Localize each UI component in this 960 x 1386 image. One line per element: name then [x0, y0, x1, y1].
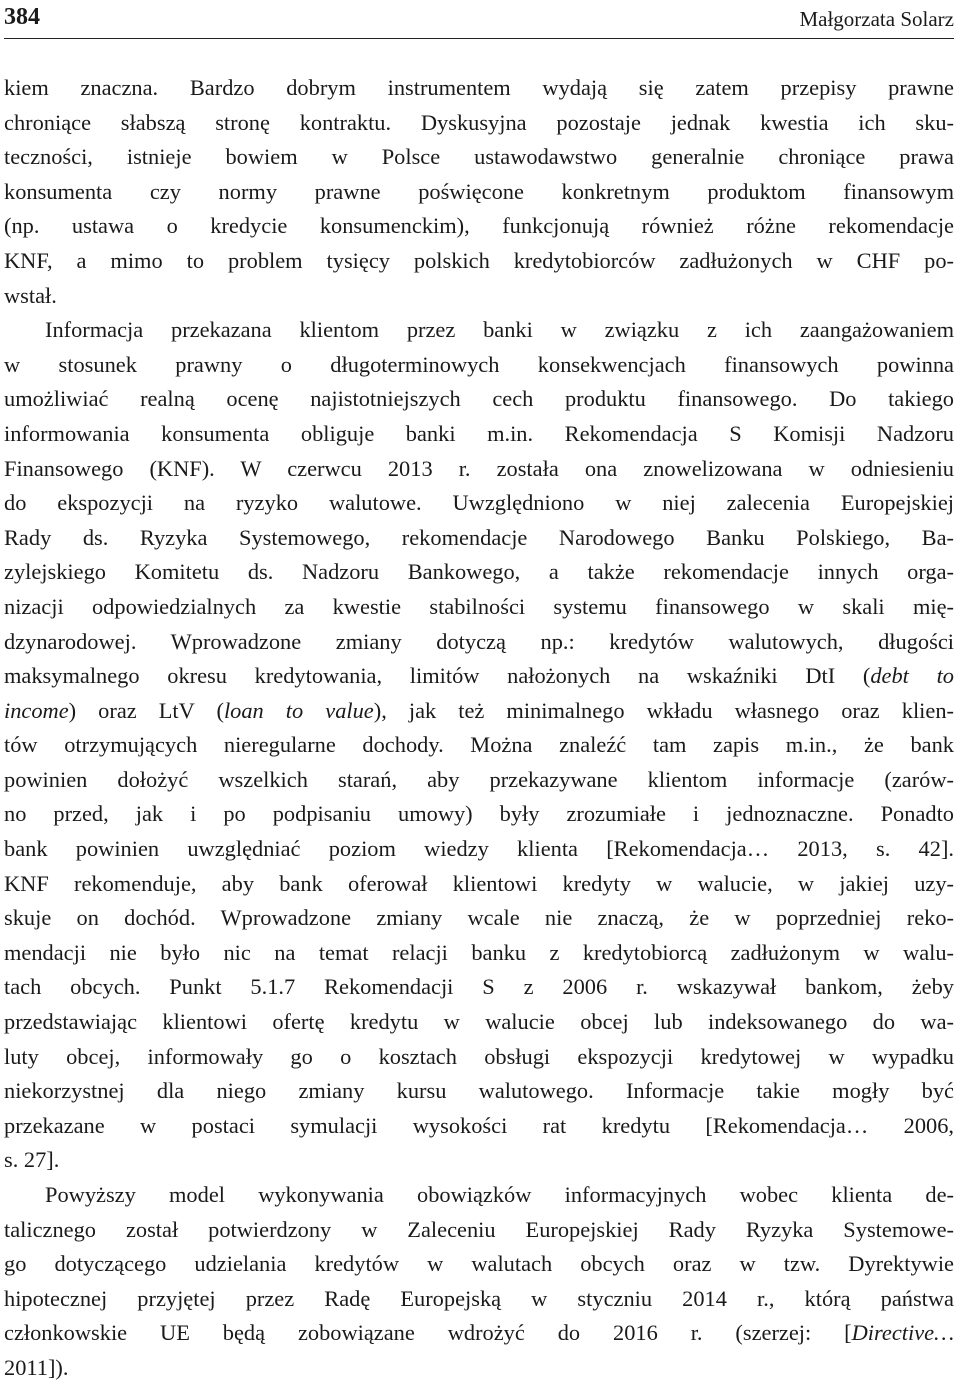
text-line: [4, 1005, 954, 1040]
page-number: 384: [4, 4, 40, 30]
text-run: w stosunek prawny o długoterminowych konsekwencjach finansowych powinna: [4, 351, 954, 377]
text-line: [4, 763, 954, 798]
italic-text: debt to: [870, 663, 954, 689]
text-run: umożliwiać realną ocenę najistotniejszych cech produktu finansowego. Do takiego: [4, 386, 954, 412]
text-line: [4, 659, 954, 694]
text-line: [4, 936, 954, 971]
text-line: [4, 279, 954, 314]
text-line: [4, 970, 954, 1005]
text-run: informowania konsumenta obliguje banki m.in. Rekomendacja S Komisji Nadzoru: [4, 420, 954, 446]
text-run: KNF, a mimo to problem tysięcy polskich kredytobiorców zadłużonych w CHF po-: [4, 247, 954, 273]
text-line: [4, 382, 954, 417]
text-run: tach obcych. Punkt 5.1.7 Rekomendacji S z 2006 r. wskazywał bankom, żeby: [4, 974, 954, 1000]
text-run: luty obcej, informowały go o kosztach obsługi ekspozycji kredytowej w wypadku: [4, 1043, 954, 1069]
text-line: [4, 867, 954, 902]
text-run: bank powinien uwzględniać poziom wiedzy klienta [Rekomendacja… 2013, s. 42].: [4, 836, 954, 862]
text-line: [4, 1351, 954, 1386]
text-line: [4, 832, 954, 867]
italic-text: income: [4, 697, 69, 723]
italic-text: loan to value: [223, 697, 374, 723]
text-line: [4, 1074, 954, 1109]
text-line: [4, 106, 954, 141]
text-line: [4, 452, 954, 487]
text-run: 2011]).: [4, 1354, 69, 1380]
text-line: [4, 417, 954, 452]
text-run: członkowskie UE będą zobowiązane wdrożyć do 2016 r. (szerzej: [: [4, 1320, 852, 1346]
text-run: nizacji odpowiedzialnych za kwestie stabilności systemu finansowego w skali mię-: [4, 593, 954, 619]
text-line: [4, 1282, 954, 1317]
text-line: [4, 486, 954, 521]
text-run: no przed, jak i po podpisaniu umowy) były zrozumiałe i jednoznaczne. Ponadto: [4, 801, 954, 827]
text-line: [4, 140, 954, 175]
text-run: go dotyczącego udzielania kredytów w walutach obcych oraz w tzw. Dyrektywie: [4, 1251, 954, 1277]
text-line: [4, 348, 954, 383]
text-line: [4, 521, 954, 556]
text-run: ) oraz LtV (: [68, 697, 224, 723]
text-line: [4, 694, 954, 729]
text-line: [4, 1213, 954, 1248]
text-line: [4, 1316, 954, 1351]
body-text: [4, 71, 954, 1386]
page-header: [4, 0, 954, 39]
italic-text: Directive…: [851, 1320, 954, 1346]
text-run: Powyższy model wykonywania obowiązków informacyjnych wobec klienta de-: [45, 1182, 954, 1207]
text-run: mendacji nie było nic na temat relacji banku z kredytobiorcą zadłużonym w walu-: [4, 939, 954, 965]
text-run: dzynarodowej. Wprowadzone zmiany dotyczą np.: kredytów walutowych, długości: [4, 628, 954, 654]
text-line: [4, 209, 954, 244]
text-line: [4, 590, 954, 625]
text-line: [4, 1143, 954, 1178]
text-run: do ekspozycji na ryzyko walutowe. Uwzględniono w niej zalecenia Europejskiej: [4, 490, 954, 516]
text-run: przekazane w postaci symulacji wysokości rat kredytu [Rekomendacja… 2006,: [4, 1112, 954, 1138]
running-header-author: Małgorzata Solarz: [799, 7, 954, 31]
text-run: konsumenta czy normy prawne poświęcone konkretnym produktom finansowym: [4, 178, 954, 204]
text-line: [4, 728, 954, 763]
text-line: [4, 1040, 954, 1075]
text-line: [4, 625, 954, 660]
text-run: chroniące słabszą stronę kontraktu. Dyskusyjna pozostaje jednak kwestia ich sku-: [4, 109, 954, 135]
text-run: talicznego został potwierdzony w Zaleceniu Europejskiej Rady Ryzyka Systemowe-: [4, 1216, 954, 1242]
text-line: [4, 244, 954, 279]
text-line: [4, 313, 954, 348]
text-run: tów otrzymujących nieregularne dochody. Można znaleźć tam zapis m.in., że bank: [4, 732, 954, 758]
text-run: powinien dołożyć wszelkich starań, aby przekazywane klientom informacje (zarów-: [4, 766, 954, 792]
text-line: [4, 797, 954, 832]
text-run: przedstawiając klientowi ofertę kredytu w walucie obcej lub indeksowanego do wa-: [4, 1009, 954, 1035]
text-line: [4, 1247, 954, 1282]
text-run: maksymalnego okresu kredytowania, limitów nałożonych na wskaźniki DtI (: [4, 663, 871, 689]
text-run: hipotecznej przyjętej przez Radę Europejską w styczniu 2014 r., którą państwa: [4, 1285, 954, 1311]
text-run: s. 27].: [4, 1147, 60, 1173]
text-line: [4, 1109, 954, 1144]
text-line: [4, 1178, 954, 1213]
text-run: KNF rekomenduje, aby bank oferował klientowi kredyty w walucie, w jakiej uzy-: [4, 870, 954, 896]
text-run: teczności, istnieje bowiem w Polsce ustawodawstwo generalnie chroniące prawa: [4, 144, 954, 170]
text-run: Rady ds. Ryzyka Systemowego, rekomendacje Narodowego Banku Polskiego, Ba-: [4, 524, 954, 550]
text-run: zylejskiego Komitetu ds. Nadzoru Bankowego, a także rekomendacje innych orga-: [4, 559, 954, 585]
text-run: kiem znaczna. Bardzo dobrym instrumentem wydają się zatem przepisy prawne: [4, 75, 954, 100]
text-line: [4, 555, 954, 590]
text-run: wstał.: [4, 282, 57, 308]
text-line: [4, 901, 954, 936]
text-run: Finansowego (KNF). W czerwcu 2013 r. została ona znowelizowana w odniesieniu: [4, 455, 954, 481]
text-run: (np. ustawa o kredycie konsumenckim), funkcjonują również różne rekomendacje: [4, 213, 954, 239]
text-run: skuje on dochód. Wprowadzone zmiany wcale nie znaczą, że w poprzedniej reko-: [4, 905, 954, 931]
text-run: niekorzystnej dla niego zmiany kursu walutowego. Informacje takie mogły być: [4, 1078, 954, 1104]
text-run: Informacja przekazana klientom przez banki w związku z ich zaangażowaniem: [45, 317, 954, 343]
text-line: [4, 71, 954, 106]
text-run: ), jak też minimalnego wkładu własnego oraz klien-: [373, 697, 954, 723]
text-line: [4, 175, 954, 210]
